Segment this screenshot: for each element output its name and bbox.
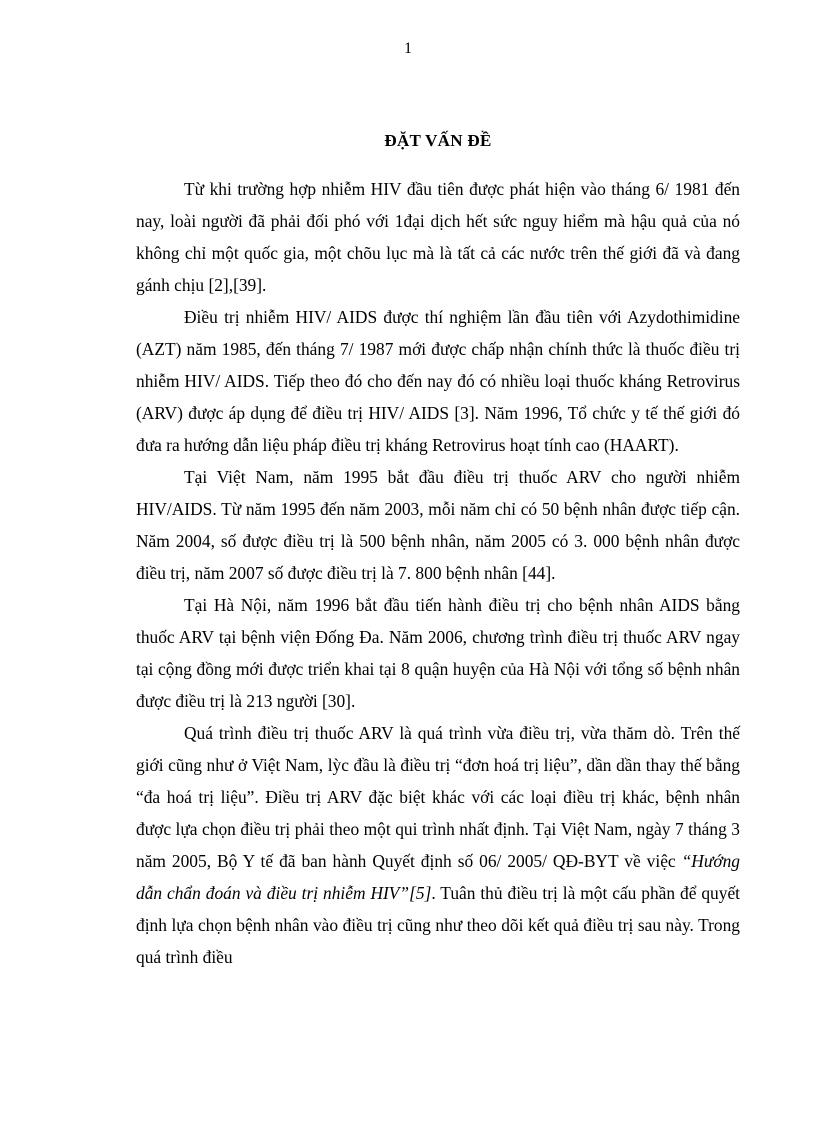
paragraph-4: Tại Hà Nội, năm 1996 bắt đầu tiến hành điều trị cho bệnh nhân AIDS bằng thuốc ARV tại bệnh viện Đống Đa. Năm 2006, chương trình điều trị thuốc ARV ngay tại cộng đồng mới được triển khai tại 8 quận huyện của Hà Nội với tổng số bệnh nhân được điều trị là 213 người [30]. — [136, 595, 740, 711]
page-number: 1 — [404, 40, 412, 57]
document-body — [136, 173, 740, 973]
document-title: ĐẶT VẤN ĐỀ — [384, 131, 492, 150]
paragraph-5 — [136, 717, 740, 973]
paragraph-2: Điều trị nhiễm HIV/ AIDS được thí nghiệm lần đầu tiên với Azydothimidine (AZT) năm 1985, đến tháng 7/ 1987 mới được chấp nhận chính thức là thuốc điều trị nhiễm HIV/ AIDS. Tiếp theo đó cho đến nay đó có nhiều loại thuốc kháng Retrovirus (ARV) được áp dụng để điều trị HIV/ AIDS [3]. Năm 1996, Tổ chức y tế thế giới đó đưa ra hướng dẫn liệu pháp điều trị kháng Retrovirus hoạt tính cao (HAART). — [136, 307, 740, 455]
paragraph-3: Tại Việt Nam, năm 1995 bắt đầu điều trị thuốc ARV cho người nhiễm HIV/AIDS. Từ năm 1995 đến năm 2003, mỗi năm chỉ có 50 bệnh nhân được tiếp cận. Năm 2004, số được điều trị là 500 bệnh nhân, năm 2005 có 3. 000 bệnh nhân được điều trị, năm 2007 số được điều trị là 7. 800 bệnh nhân [44]. — [136, 467, 740, 583]
paragraph-5-text-before: Quá trình điều trị thuốc ARV là quá trình vừa điều trị, vừa thăm dò. Trên thế giới cũng như ở Việt Nam, lỳc đầu là điều trị “đơn hoá trị liệu”, dần dần thay thế bằng “đa hoá trị liệu”. Điều trị ARV đặc biệt khác với các loại điều trị khác, bệnh nhân được lựa chọn điều trị phải theo một qui trình nhất định. Tại Việt Nam, ngày 7 tháng 3 năm 2005, Bộ Y tế đã ban hành Quyết định số 06/ 2005/ QĐ-BYT về việc — [136, 723, 740, 871]
paragraph-1: Từ khi trường hợp nhiễm HIV đầu tiên được phát hiện vào tháng 6/ 1981 đến nay, loài người đã phải đối phó với 1đại dịch hết sức nguy hiểm mà hậu quả của nó không chỉ một quốc gia, một chõu lục mà là tất cả các nước trên thế giới đã và đang gánh chịu [2],[39]. — [136, 179, 740, 295]
paragraph-5-text-after: . Tuân thủ điều trị là một cấu phần để quyết định lựa chọn bệnh nhân vào điều trị cũng như theo dõi kết quả điều trị sau này. Trong quá trình điều — [136, 883, 740, 967]
paragraph-5-italic-citation: “Hướng dẫn chẩn đoán và điều trị nhiễm HIV”[5] — [136, 851, 740, 903]
